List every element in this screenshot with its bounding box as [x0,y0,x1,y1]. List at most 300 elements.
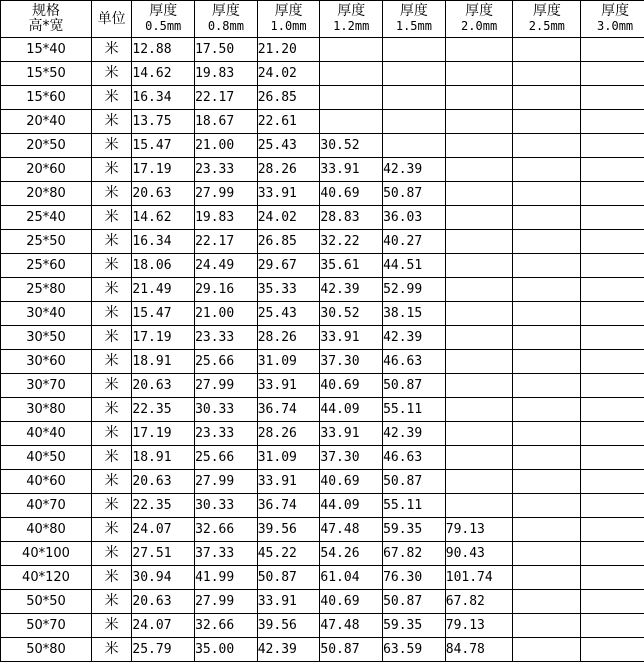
value-cell: 14.62 [132,62,195,86]
value-cell: 19.83 [195,206,258,230]
value-cell: 25.66 [195,350,258,374]
value-cell [445,398,513,422]
unit-cell: 米 [91,254,131,278]
header-row [1,1,644,38]
value-cell [445,422,513,446]
value-cell: 32.66 [195,518,258,542]
value-cell: 21.49 [132,278,195,302]
value-cell [513,566,581,590]
table-row [1,62,644,86]
value-cell: 21.00 [195,302,258,326]
value-cell: 35.33 [257,278,320,302]
value-cell: 28.26 [257,422,320,446]
header-thickness [132,1,195,38]
header-label: 厚度 [132,4,194,19]
value-cell [383,86,446,110]
value-cell [445,278,513,302]
value-cell: 42.39 [383,326,446,350]
value-cell [513,350,581,374]
value-cell [581,326,644,350]
spec-cell: 30*70 [1,374,92,398]
spec-cell: 15*60 [1,86,92,110]
value-cell [513,62,581,86]
unit-cell: 米 [91,62,131,86]
value-cell [513,254,581,278]
header-label: 厚度 [383,4,445,19]
unit-cell: 米 [91,398,131,422]
value-cell: 24.49 [195,254,258,278]
unit-cell: 米 [91,134,131,158]
value-cell [445,302,513,326]
value-cell: 30.94 [132,566,195,590]
value-cell: 22.17 [195,230,258,254]
value-cell: 37.30 [320,446,383,470]
unit-cell: 米 [91,182,131,206]
table-row [1,38,644,62]
value-cell: 24.02 [257,62,320,86]
value-cell: 26.85 [257,86,320,110]
value-cell: 33.91 [320,158,383,182]
unit-cell: 米 [91,86,131,110]
value-cell [513,158,581,182]
spec-cell: 30*60 [1,350,92,374]
value-cell: 40.69 [320,374,383,398]
table-row [1,134,644,158]
unit-cell: 米 [91,590,131,614]
value-cell: 27.99 [195,590,258,614]
value-cell: 23.33 [195,326,258,350]
value-cell: 27.99 [195,470,258,494]
header-label: 厚度 [195,4,257,19]
value-cell: 22.35 [132,398,195,422]
header-thickness [195,1,258,38]
value-cell: 59.35 [383,614,446,638]
value-cell [581,350,644,374]
value-cell [383,134,446,158]
value-cell [581,470,644,494]
spec-cell: 50*70 [1,614,92,638]
value-cell: 45.22 [257,542,320,566]
table-header [1,1,644,38]
spec-cell: 20*50 [1,134,92,158]
value-cell: 30.52 [320,302,383,326]
value-cell: 33.91 [257,182,320,206]
value-cell: 42.39 [257,638,320,662]
unit-cell: 米 [91,230,131,254]
value-cell: 47.48 [320,518,383,542]
unit-cell: 米 [91,302,131,326]
value-cell [445,494,513,518]
value-cell: 23.33 [195,158,258,182]
value-cell: 90.43 [445,542,513,566]
value-cell [445,182,513,206]
value-cell [513,302,581,326]
value-cell [445,86,513,110]
value-cell: 67.82 [383,542,446,566]
value-cell: 17.19 [132,422,195,446]
value-cell [581,542,644,566]
value-cell: 27.51 [132,542,195,566]
value-cell [513,614,581,638]
value-cell: 18.06 [132,254,195,278]
value-cell [513,542,581,566]
value-cell [445,206,513,230]
value-cell: 25.43 [257,302,320,326]
table-row [1,566,644,590]
value-cell: 46.63 [383,350,446,374]
table-row [1,374,644,398]
value-cell: 32.66 [195,614,258,638]
value-cell [581,590,644,614]
value-cell: 79.13 [445,518,513,542]
value-cell: 50.87 [257,566,320,590]
value-cell: 24.07 [132,614,195,638]
table-row [1,422,644,446]
value-cell: 40.69 [320,470,383,494]
value-cell: 37.30 [320,350,383,374]
value-cell: 33.91 [320,326,383,350]
table-row [1,302,644,326]
value-cell: 101.74 [445,566,513,590]
value-cell: 27.99 [195,374,258,398]
header-sublabel: 1.0mm [258,19,320,34]
header-sublabel: 高*宽 [1,19,91,34]
value-cell: 79.13 [445,614,513,638]
value-cell [581,230,644,254]
unit-cell: 米 [91,542,131,566]
value-cell: 25.66 [195,446,258,470]
unit-cell: 米 [91,278,131,302]
value-cell [513,446,581,470]
value-cell: 55.11 [383,494,446,518]
value-cell: 30.52 [320,134,383,158]
value-cell: 19.83 [195,62,258,86]
unit-cell: 米 [91,422,131,446]
value-cell [581,62,644,86]
header-thickness [581,1,644,38]
value-cell: 36.74 [257,494,320,518]
value-cell: 13.75 [132,110,195,134]
value-cell: 33.91 [257,470,320,494]
value-cell: 14.62 [132,206,195,230]
value-cell: 40.27 [383,230,446,254]
value-cell: 31.09 [257,350,320,374]
value-cell: 28.83 [320,206,383,230]
unit-cell: 米 [91,638,131,662]
table-row [1,326,644,350]
value-cell [513,182,581,206]
table-row [1,206,644,230]
value-cell: 17.19 [132,326,195,350]
value-cell: 50.87 [383,374,446,398]
spec-cell: 40*60 [1,470,92,494]
table-row [1,542,644,566]
value-cell: 61.04 [320,566,383,590]
spec-cell: 20*60 [1,158,92,182]
value-cell: 33.91 [320,422,383,446]
value-cell [513,206,581,230]
spec-cell: 40*70 [1,494,92,518]
value-cell: 76.30 [383,566,446,590]
value-cell: 20.63 [132,374,195,398]
value-cell: 30.33 [195,494,258,518]
value-cell: 44.51 [383,254,446,278]
table-row [1,470,644,494]
table-row [1,350,644,374]
value-cell [581,158,644,182]
value-cell: 22.61 [257,110,320,134]
value-cell: 16.34 [132,230,195,254]
value-cell: 20.63 [132,182,195,206]
value-cell [581,86,644,110]
value-cell [445,326,513,350]
value-cell [581,110,644,134]
spec-cell: 50*80 [1,638,92,662]
header-thickness [320,1,383,38]
unit-cell: 米 [91,326,131,350]
value-cell: 28.26 [257,326,320,350]
table-row [1,638,644,662]
table-row [1,494,644,518]
table-row [1,518,644,542]
value-cell [513,374,581,398]
header-sublabel: 0.8mm [195,19,257,34]
value-cell [581,374,644,398]
value-cell [320,110,383,134]
value-cell [513,38,581,62]
value-cell: 24.07 [132,518,195,542]
value-cell: 21.00 [195,134,258,158]
value-cell: 55.11 [383,398,446,422]
value-cell: 31.09 [257,446,320,470]
value-cell [513,470,581,494]
value-cell: 21.20 [257,38,320,62]
value-cell: 33.91 [257,590,320,614]
value-cell [445,158,513,182]
unit-cell: 米 [91,110,131,134]
value-cell [445,446,513,470]
value-cell [445,230,513,254]
value-cell [513,230,581,254]
value-cell: 32.22 [320,230,383,254]
spec-cell: 30*80 [1,398,92,422]
value-cell [513,422,581,446]
value-cell: 40.69 [320,182,383,206]
value-cell [581,278,644,302]
value-cell: 15.47 [132,134,195,158]
table-row [1,158,644,182]
header-thickness [445,1,513,38]
value-cell [445,134,513,158]
header-thickness [257,1,320,38]
unit-cell: 米 [91,38,131,62]
value-cell: 16.34 [132,86,195,110]
value-cell: 30.33 [195,398,258,422]
value-cell [445,110,513,134]
value-cell: 37.33 [195,542,258,566]
unit-cell: 米 [91,566,131,590]
value-cell: 42.39 [383,422,446,446]
spec-cell: 20*40 [1,110,92,134]
spec-cell: 40*120 [1,566,92,590]
header-sublabel: 1.2mm [320,19,382,34]
value-cell [581,638,644,662]
value-cell [445,374,513,398]
unit-cell: 米 [91,518,131,542]
value-cell: 20.63 [132,590,195,614]
value-cell: 17.50 [195,38,258,62]
header-label: 厚度 [581,4,644,19]
value-cell [513,110,581,134]
spec-cell: 20*80 [1,182,92,206]
value-cell: 33.91 [257,374,320,398]
spec-cell: 15*40 [1,38,92,62]
value-cell: 25.79 [132,638,195,662]
table-row [1,278,644,302]
value-cell: 42.39 [383,158,446,182]
value-cell [445,470,513,494]
value-cell: 39.56 [257,518,320,542]
value-cell [383,62,446,86]
value-cell [581,134,644,158]
value-cell [581,494,644,518]
table-row [1,230,644,254]
value-cell: 50.87 [320,638,383,662]
value-cell: 35.61 [320,254,383,278]
table-row [1,110,644,134]
unit-cell: 米 [91,158,131,182]
value-cell: 24.02 [257,206,320,230]
value-cell: 84.78 [445,638,513,662]
spec-cell: 40*50 [1,446,92,470]
value-cell [513,86,581,110]
value-cell: 46.63 [383,446,446,470]
value-cell: 47.48 [320,614,383,638]
header-sublabel: 1.5mm [383,19,445,34]
value-cell: 50.87 [383,470,446,494]
spec-cell: 25*60 [1,254,92,278]
value-cell: 18.91 [132,446,195,470]
value-cell: 29.16 [195,278,258,302]
value-cell: 29.67 [257,254,320,278]
spec-cell: 25*50 [1,230,92,254]
table-row [1,254,644,278]
value-cell: 44.09 [320,398,383,422]
value-cell [513,638,581,662]
spec-cell: 40*100 [1,542,92,566]
header-thickness [383,1,446,38]
value-cell: 67.82 [445,590,513,614]
unit-cell: 米 [91,374,131,398]
value-cell [383,38,446,62]
value-cell [581,302,644,326]
value-cell: 26.85 [257,230,320,254]
value-cell [581,518,644,542]
value-cell: 20.63 [132,470,195,494]
value-cell: 18.91 [132,350,195,374]
unit-cell: 米 [91,350,131,374]
value-cell: 22.35 [132,494,195,518]
value-cell [445,38,513,62]
value-cell [445,254,513,278]
value-cell [513,590,581,614]
spec-cell: 25*80 [1,278,92,302]
value-cell: 44.09 [320,494,383,518]
value-cell: 35.00 [195,638,258,662]
table-body [1,38,644,662]
value-cell: 27.99 [195,182,258,206]
value-cell: 41.99 [195,566,258,590]
value-cell: 54.26 [320,542,383,566]
table-row [1,590,644,614]
spec-cell: 40*40 [1,422,92,446]
spec-cell: 40*80 [1,518,92,542]
value-cell: 22.17 [195,86,258,110]
value-cell [581,398,644,422]
spec-cell: 50*50 [1,590,92,614]
value-cell: 42.39 [320,278,383,302]
value-cell [320,62,383,86]
value-cell: 18.67 [195,110,258,134]
header-sublabel: 2.5mm [513,19,580,34]
table-row [1,446,644,470]
value-cell [383,110,446,134]
value-cell [581,566,644,590]
value-cell: 38.15 [383,302,446,326]
value-cell: 50.87 [383,590,446,614]
unit-cell: 米 [91,470,131,494]
header-sublabel: 2.0mm [446,19,513,34]
header-label: 单位 [92,12,131,27]
value-cell: 40.69 [320,590,383,614]
value-cell [581,206,644,230]
value-cell [513,518,581,542]
value-cell [513,278,581,302]
unit-cell: 米 [91,206,131,230]
header-sublabel: 3.0mm [581,19,644,34]
header-label: 厚度 [513,4,580,19]
value-cell [320,38,383,62]
spec-cell: 30*50 [1,326,92,350]
table-row [1,614,644,638]
value-cell: 50.87 [383,182,446,206]
header-label: 规格 [1,4,91,19]
spec-cell: 15*50 [1,62,92,86]
value-cell [581,446,644,470]
table-row [1,398,644,422]
value-cell: 28.26 [257,158,320,182]
value-cell: 59.35 [383,518,446,542]
value-cell [581,38,644,62]
header-sublabel: 0.5mm [132,19,194,34]
value-cell [445,350,513,374]
value-cell: 39.56 [257,614,320,638]
spec-cell: 25*40 [1,206,92,230]
value-cell: 15.47 [132,302,195,326]
value-cell: 23.33 [195,422,258,446]
table-row [1,182,644,206]
value-cell [513,398,581,422]
value-cell: 12.88 [132,38,195,62]
unit-cell: 米 [91,446,131,470]
header-label: 厚度 [320,4,382,19]
value-cell [445,62,513,86]
value-cell [513,134,581,158]
spec-cell: 30*40 [1,302,92,326]
value-cell: 63.59 [383,638,446,662]
value-cell [581,254,644,278]
header-thickness [513,1,581,38]
